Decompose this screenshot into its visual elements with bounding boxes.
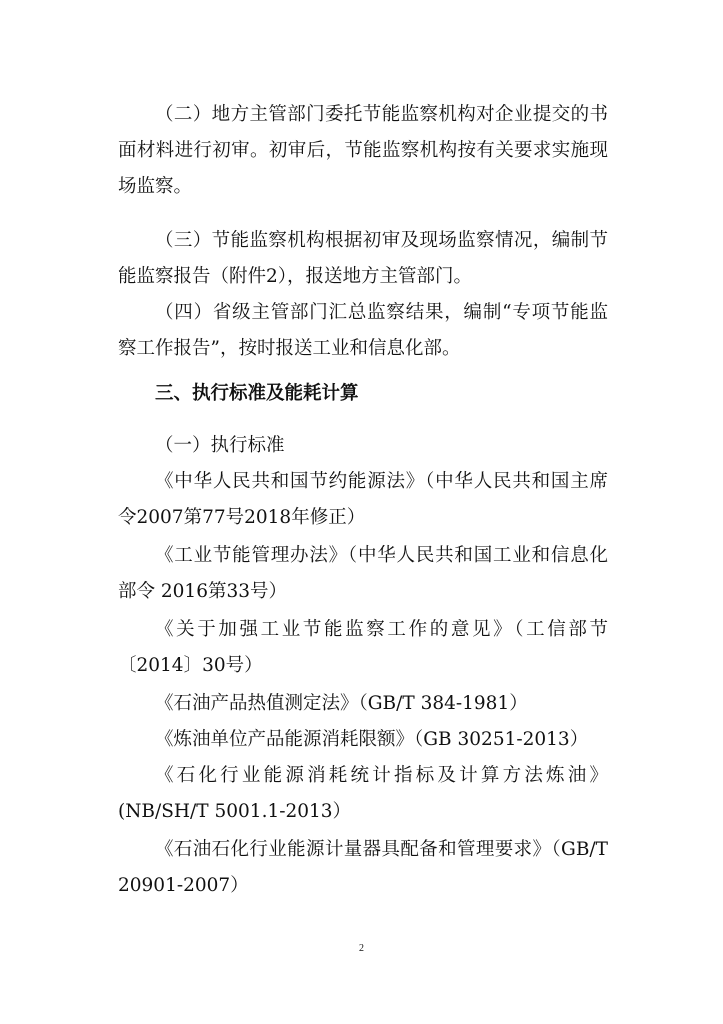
standard-item: 《石油产品热值测定法》（GB/T 384-1981） [155, 693, 528, 714]
subsection-heading: （一）执行标准 [155, 435, 285, 456]
standard-item: 《中华人民共和国节约能源法》（中华人民共和国主席令2007第77号2018年修正） [118, 471, 608, 528]
page-number: 2 [359, 943, 364, 954]
section-heading: 三、执行标准及能耗计算 [155, 383, 359, 404]
paragraph-monitoring-report: （三）节能监察机构根据初审及现场监察情况，编制节能监察报告（附件2），报送地方主管部门。 [118, 230, 608, 287]
paragraph-summary-report: （四）省级主管部门汇总监察结果，编制“专项节能监察工作报告”，按时报送工业和信息化部。 [118, 302, 608, 359]
standard-item: 《工业节能管理办法》（中华人民共和国工业和信息化部令 2016第33号） [118, 545, 608, 602]
standard-item: 《石化行业能源消耗统计指标及计算方法炼油》(NB/SH/T 5001.1-2013） [118, 765, 608, 822]
paragraph-preliminary-review: （二）地方主管部门委托节能监察机构对企业提交的书面材料进行初审。初审后，节能监察机构按有关要求实施现场监察。 [118, 104, 608, 197]
standard-item: 《炼油单位产品能源消耗限额》（GB 30251-2013） [155, 729, 589, 750]
standard-item: 《石油石化行业能源计量器具配备和管理要求》（GB/T 20901-2007） [118, 839, 608, 896]
standard-item: 《关于加强工业节能监察工作的意见》（工信部节〔2014〕30号） [118, 619, 608, 676]
